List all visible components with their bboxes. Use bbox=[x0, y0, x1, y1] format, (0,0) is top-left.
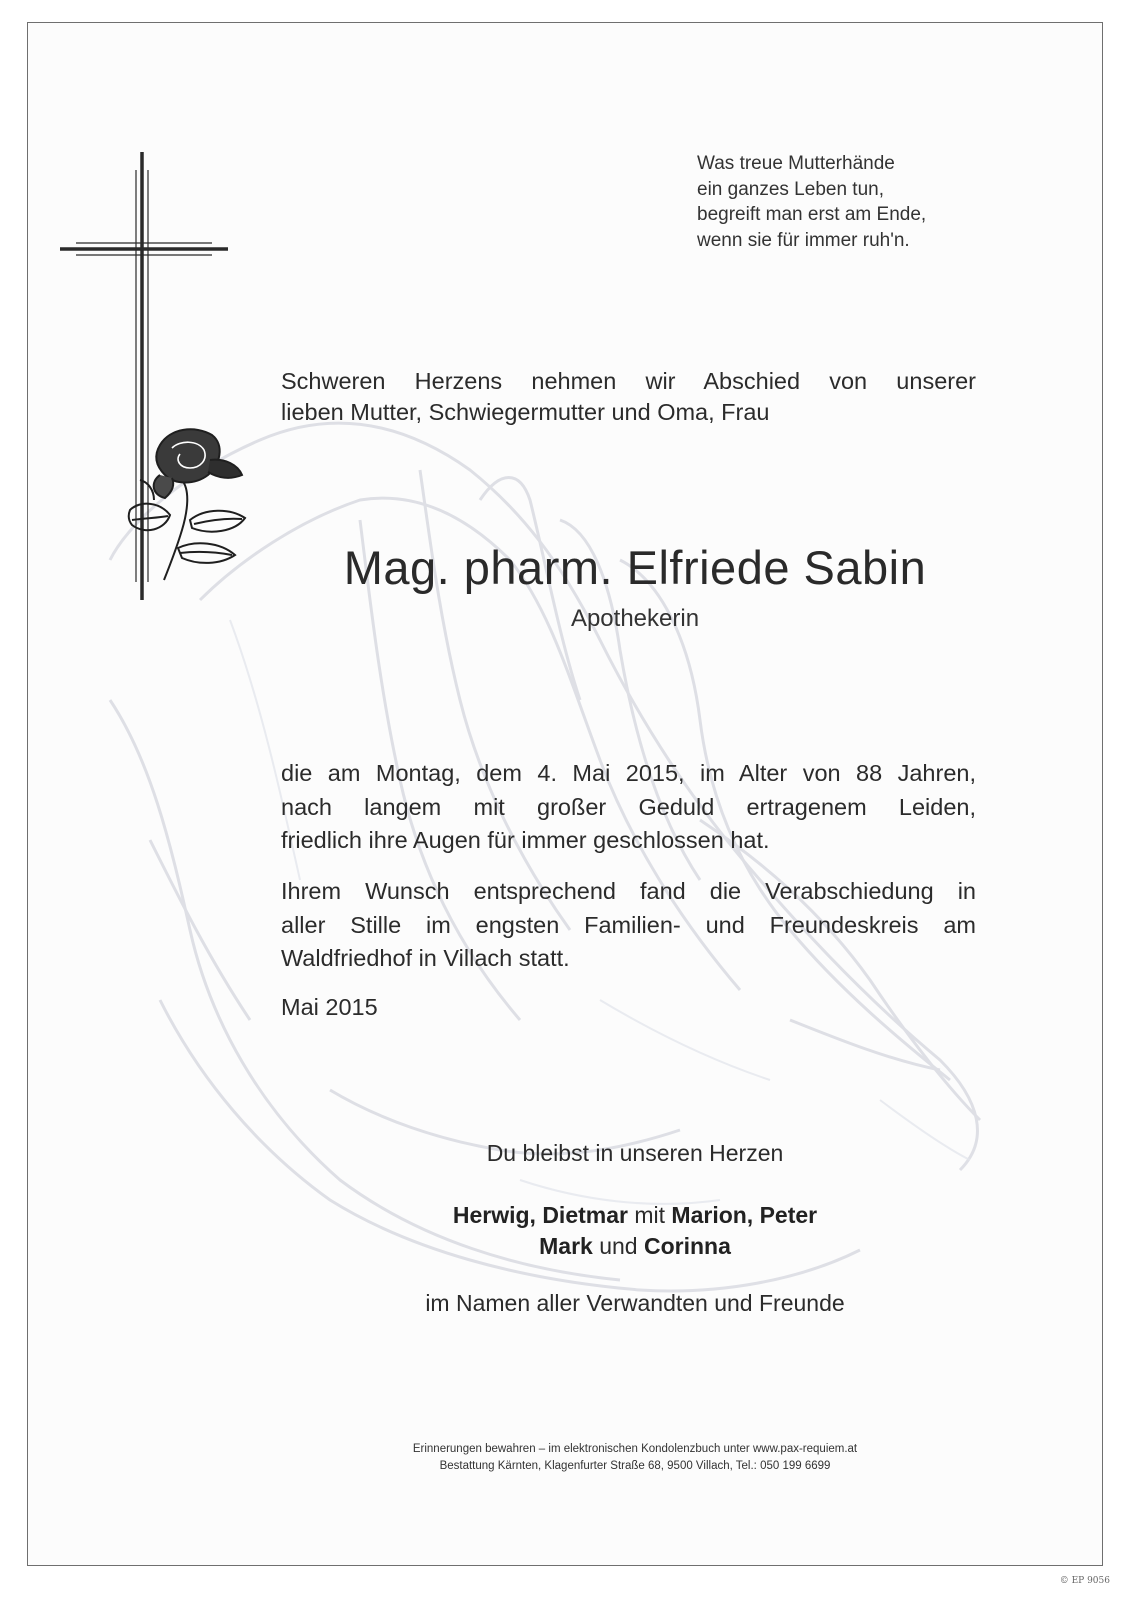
paragraph-line: Ihrem Wunsch entsprechend fand die Verabschiedung in bbox=[281, 878, 976, 904]
intro-text bbox=[281, 366, 976, 428]
on-behalf-line: im Namen aller Verwandten und Freunde bbox=[425, 1290, 845, 1316]
footer bbox=[250, 1441, 1020, 1475]
motto-verse bbox=[697, 151, 926, 253]
paragraph-line: die am Montag, dem 4. Mai 2015, im Alter von 88 Jahren, bbox=[281, 760, 976, 786]
intro-line: lieben Mutter, Schwiegermutter und Oma, Frau bbox=[281, 399, 770, 425]
mourner-names: Mark bbox=[539, 1233, 593, 1259]
paragraph-line: aller Stille im engsten Familien- und Freundeskreis am bbox=[281, 911, 976, 938]
paragraph-line: Waldfriedhof in Villach statt. bbox=[281, 945, 570, 971]
deceased-profession: Apothekerin bbox=[570, 605, 700, 632]
closing-line: Du bleibst in unseren Herzen bbox=[486, 1140, 784, 1166]
mourners-list bbox=[250, 1200, 1020, 1262]
rose-icon bbox=[120, 420, 255, 585]
intro-line: Schweren Herzens nehmen wir Abschied von unserer bbox=[281, 368, 976, 394]
notice-date: Mai 2015 bbox=[281, 994, 378, 1020]
mourner-connector: mit bbox=[634, 1202, 666, 1228]
footer-condolence-line: Erinnerungen bewahren – im elektronischen Kondolenzbuch unter www.pax-requiem.at bbox=[412, 1443, 858, 1455]
mourner-names: Marion, Peter bbox=[671, 1202, 818, 1228]
mourners-line bbox=[250, 1231, 1020, 1262]
deceased-name: Mag. pharm. Elfriede Sabin bbox=[343, 541, 927, 594]
motto-line: ein ganzes Leben tun, bbox=[697, 178, 884, 200]
footer-address-line: Bestattung Kärnten, Klagenfurter Straße 68, 9500 Villach, Tel.: 050 199 6699 bbox=[439, 1460, 831, 1472]
mourner-connector: und bbox=[599, 1233, 638, 1259]
motto-line: wenn sie für immer ruh'n. bbox=[697, 229, 910, 251]
paragraph-line: friedlich ihre Augen für immer geschlossen hat. bbox=[281, 827, 770, 853]
print-code: © EP 9056 bbox=[1059, 1576, 1110, 1586]
mourners-line bbox=[250, 1200, 1020, 1231]
motto-line: Was treue Mutterhände bbox=[697, 153, 895, 174]
mourner-names: Herwig, Dietmar bbox=[452, 1202, 628, 1228]
motto-line: begreift man erst am Ende, bbox=[697, 204, 927, 225]
paragraph-line: nach langem mit großer Geduld ertragenem Leiden, bbox=[281, 793, 976, 820]
mourner-names: Corinna bbox=[643, 1233, 731, 1259]
paragraph-death-notice bbox=[281, 757, 976, 858]
paragraph-farewell bbox=[281, 875, 976, 976]
